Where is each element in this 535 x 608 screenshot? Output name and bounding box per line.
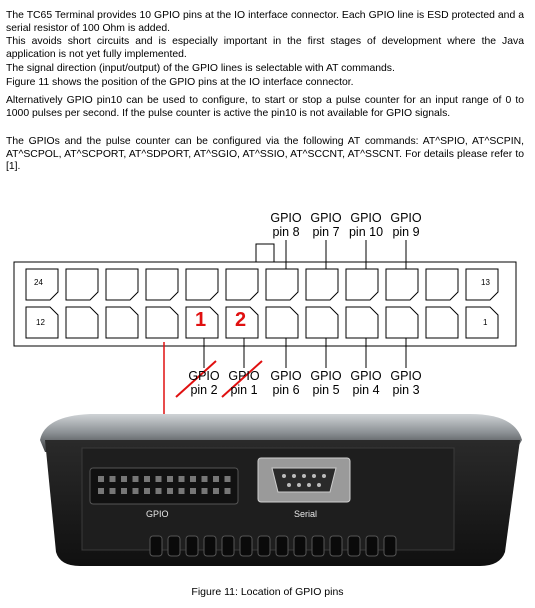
label-gpio-pin4: GPIO pin 4 xyxy=(350,369,382,397)
device-gpio-port xyxy=(90,468,238,504)
device-serial-port xyxy=(272,468,336,492)
connector-pin-bottom xyxy=(346,307,378,338)
connector-pin-top xyxy=(266,269,298,300)
connector-pin-bottom xyxy=(306,307,338,338)
groove xyxy=(240,536,252,556)
label-gpio-pin3: GPIO pin 3 xyxy=(390,369,422,397)
device-gpio-pin xyxy=(213,488,219,494)
paragraph-direction: The signal direction (input/output) of the GPIO lines is selectable with AT commands. xyxy=(6,63,395,74)
connector-pin-top xyxy=(386,269,418,300)
connector-pin-bottom xyxy=(106,307,138,338)
pin-number-24: 24 xyxy=(34,278,43,287)
groove xyxy=(366,536,378,556)
groove xyxy=(222,536,234,556)
groove xyxy=(150,536,162,556)
device-gpio-pin xyxy=(133,476,139,482)
groove xyxy=(258,536,270,556)
serial-pin xyxy=(312,474,316,478)
connector-pin-top xyxy=(186,269,218,300)
label-gpio-pin9: GPIO pin 9 xyxy=(390,211,422,239)
paragraph-pulse-counter: Alternatively GPIO pin10 can be used to configure, to start or stop a pulse counter for an input range of 0 to 1000 pulses per second. If the pulse counter is active the pin10 is not available for GPIO signals. xyxy=(6,95,524,119)
device-gpio-pin xyxy=(144,476,150,482)
serial-pin xyxy=(287,483,291,487)
connector-pin-top xyxy=(146,269,178,300)
device-gpio-pin xyxy=(213,476,219,482)
device-gpio-pin xyxy=(156,476,162,482)
device-gpio-pin xyxy=(190,488,196,494)
device-gpio-pin xyxy=(121,476,127,482)
connector-pin-top xyxy=(226,269,258,300)
pin-bridge xyxy=(256,244,274,262)
connector-pin-bottom xyxy=(146,307,178,338)
serial-pin xyxy=(307,483,311,487)
paragraph-intro: The TC65 Terminal provides 10 GPIO pins at the IO interface connector. Each GPIO line is ESD protected and a serial resistor of 100 Ohm is added. xyxy=(6,10,524,34)
connector-pin-top xyxy=(426,269,458,300)
connector-pin-bottom xyxy=(466,307,498,338)
paragraph-at-commands: The GPIOs and the pulse counter can be configured via the following AT commands: AT^SPIO, AT^SCPIN, AT^SCPOL, AT^SCPORT, AT^SDPORT, AT^SGIO, AT^SSIO, AT^SCCNT, AT^SSCNT. For details please refer to [1]. xyxy=(6,136,524,173)
device-gpio-pin xyxy=(179,476,185,482)
paragraph-figure-ref: Figure 11 shows the position of the GPIO pins at the IO interface connector. xyxy=(6,77,354,88)
device-gpio-pin xyxy=(156,488,162,494)
label-gpio-pin5: GPIO pin 5 xyxy=(310,369,342,397)
groove xyxy=(294,536,306,556)
device-gpio-pin xyxy=(144,488,150,494)
connector-pin-bottom xyxy=(386,307,418,338)
label-gpio-pin7: GPIO pin 7 xyxy=(310,211,342,239)
connector-pin-bottom xyxy=(426,307,458,338)
connector-pin-top xyxy=(66,269,98,300)
pin-number-12: 12 xyxy=(36,318,45,327)
device-gpio-pin xyxy=(179,488,185,494)
groove xyxy=(330,536,342,556)
device-gpio-pin xyxy=(202,476,208,482)
label-gpio-pin2: GPIO pin 2 xyxy=(188,369,220,397)
connector-pin-bottom xyxy=(266,307,298,338)
annotation-mark-2: 2 xyxy=(235,309,247,331)
connector-pin-top xyxy=(306,269,338,300)
label-gpio-pin6: GPIO pin 6 xyxy=(270,369,302,397)
device-gpio-pin xyxy=(110,476,116,482)
pin-number-1: 1 xyxy=(483,318,488,327)
device-label-serial: Serial xyxy=(294,509,318,519)
label-gpio-pin8: GPIO pin 8 xyxy=(270,211,302,239)
label-gpio-pin10: GPIO pin 10 xyxy=(348,211,384,239)
connector-pin-top xyxy=(346,269,378,300)
device-gpio-pin xyxy=(202,488,208,494)
device-gpio-pin xyxy=(110,488,116,494)
device-gpio-pin xyxy=(121,488,127,494)
groove xyxy=(168,536,180,556)
serial-pin xyxy=(292,474,296,478)
device-label-gpio: GPIO xyxy=(146,509,169,519)
figure-caption: Figure 11: Location of GPIO pins xyxy=(191,586,344,598)
pin-number-13: 13 xyxy=(481,278,490,287)
annotation-mark-1: 1 xyxy=(195,309,207,331)
groove xyxy=(204,536,216,556)
label-gpio-pin1: GPIO pin 1 xyxy=(228,369,260,397)
groove xyxy=(276,536,288,556)
device-gpio-pin xyxy=(98,476,104,482)
serial-pin xyxy=(297,483,301,487)
connector-pin-top xyxy=(106,269,138,300)
device-gpio-pin xyxy=(167,488,173,494)
groove xyxy=(312,536,324,556)
device-gpio-pin xyxy=(167,476,173,482)
groove xyxy=(384,536,396,556)
serial-pin xyxy=(282,474,286,478)
device-gpio-pin xyxy=(133,488,139,494)
device-gpio-pin xyxy=(98,488,104,494)
groove xyxy=(186,536,198,556)
serial-pin xyxy=(322,474,326,478)
device-gpio-pin xyxy=(190,476,196,482)
serial-pin xyxy=(302,474,306,478)
groove xyxy=(348,536,360,556)
serial-pin xyxy=(317,483,321,487)
paragraph-short-circuits: This avoids short circuits and is especially important in the first stages of development where the Java application is not yet fully implemented. xyxy=(6,36,524,60)
connector-pin-bottom xyxy=(66,307,98,338)
device-gpio-pin xyxy=(225,476,231,482)
device-gpio-pin xyxy=(225,488,231,494)
